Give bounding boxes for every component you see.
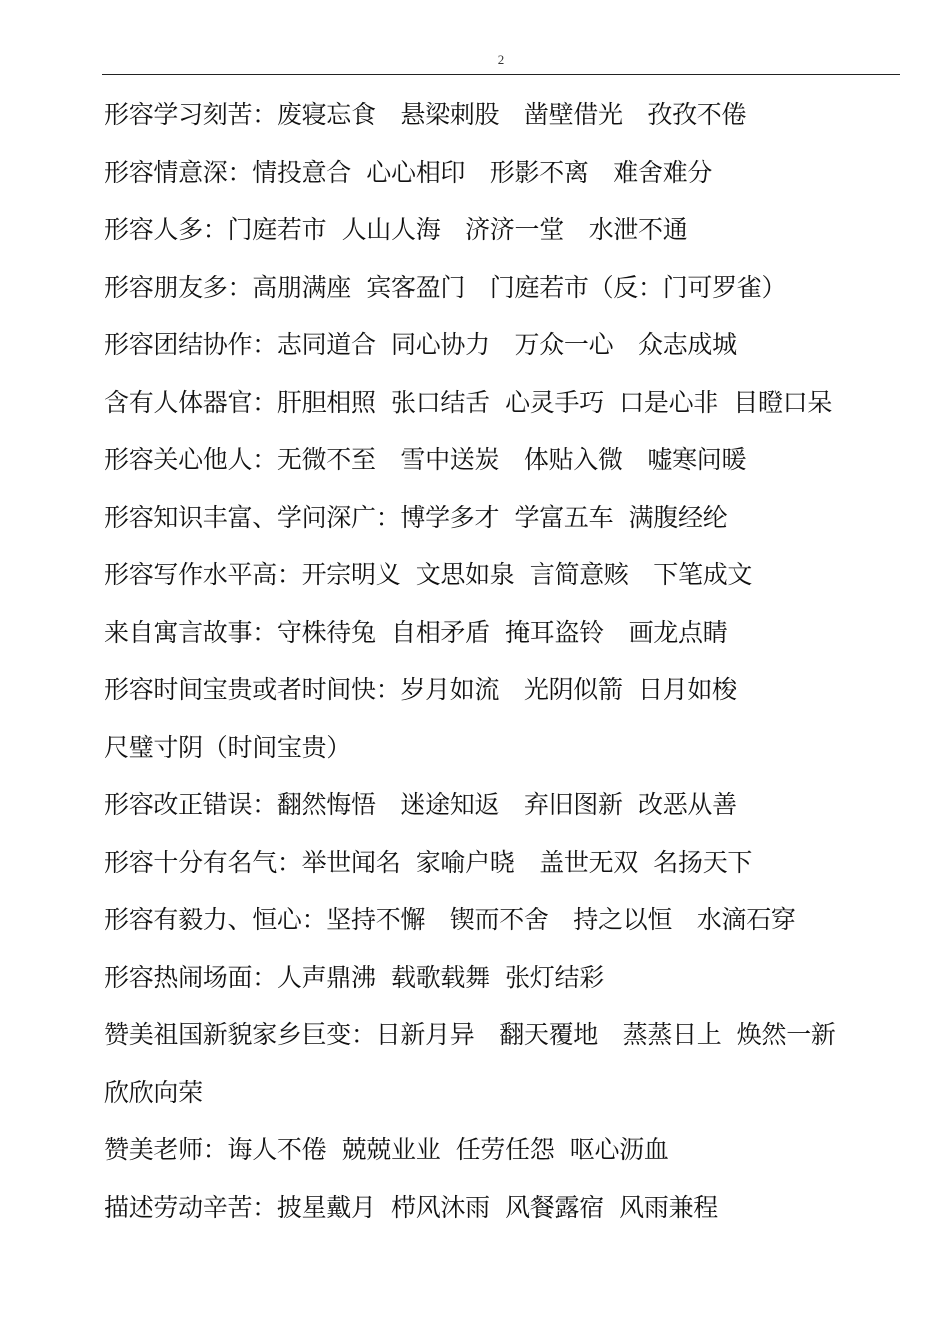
idiom-line-homeland: 赞美祖国新貌家乡巨变：日新月异 翻天覆地 蒸蒸日上 焕然一新 (104, 1020, 836, 1049)
idiom-line-labor: 描述劳动辛苦：披星戴月 栉风沐雨 风餐露宿 风雨兼程 (104, 1192, 718, 1222)
page-header (102, 52, 900, 75)
idiom-line-time: 形容时间宝贵或者时间快：岁月如流 光阴似箭 日月如梭 (104, 675, 737, 704)
idiom-line-teacher: 赞美老师：诲人不倦 兢兢业业 任劳任怨 呕心沥血 (104, 1135, 669, 1164)
idiom-line-study: 形容学习刻苦：废寝忘食 悬梁刺股 凿壁借光 孜孜不倦 (104, 100, 747, 129)
idiom-line-homeland-continued: 欣欣向荣 (104, 1077, 203, 1107)
idiom-line-caring: 形容关心他人：无微不至 雪中送炭 体贴入微 嘘寒问暖 (104, 445, 747, 474)
idiom-line-time-continued: 尺璧寸阴（时间宝贵） (104, 732, 352, 762)
idiom-line-fables: 来自寓言故事：守株待兔 自相矛盾 掩耳盗铃 画龙点睛 (104, 617, 728, 647)
page-number: 2 (497, 52, 505, 67)
idiom-line-friends: 形容朋友多：高朋满座 宾客盈门 门庭若市（反：门可罗雀） (104, 272, 787, 302)
idiom-line-perseverance: 形容有毅力、恒心：坚持不懈 锲而不舍 持之以恒 水滴石穿 (104, 905, 796, 934)
idiom-line-fame: 形容十分有名气：举世闻名 家喻户晓 盖世无双 名扬天下 (104, 847, 753, 877)
idiom-list (104, 86, 904, 1236)
idiom-line-correction: 形容改正错误：翻然悔悟 迷途知返 弃旧图新 改恶从善 (104, 790, 737, 819)
idiom-line-writing: 形容写作水平高：开宗明义 文思如泉 言简意赅 下笔成文 (104, 560, 753, 589)
idiom-line-lively: 形容热闹场面：人声鼎沸 载歌载舞 张灯结彩 (104, 962, 604, 992)
idiom-line-crowd: 形容人多：门庭若市 人山人海 济济一堂 水泄不通 (104, 215, 688, 244)
idiom-line-knowledge: 形容知识丰富、学问深广：博学多才 学富五车 满腹经纶 (104, 502, 728, 532)
idiom-line-teamwork: 形容团结协作：志同道合 同心协力 万众一心 众志成城 (104, 330, 737, 359)
idiom-line-body-organs: 含有人体器官：肝胆相照 张口结舌 心灵手巧 口是心非 目瞪口呆 (104, 387, 833, 417)
idiom-line-affection: 形容情意深：情投意合 心心相印 形影不离 难舍难分 (104, 157, 713, 187)
